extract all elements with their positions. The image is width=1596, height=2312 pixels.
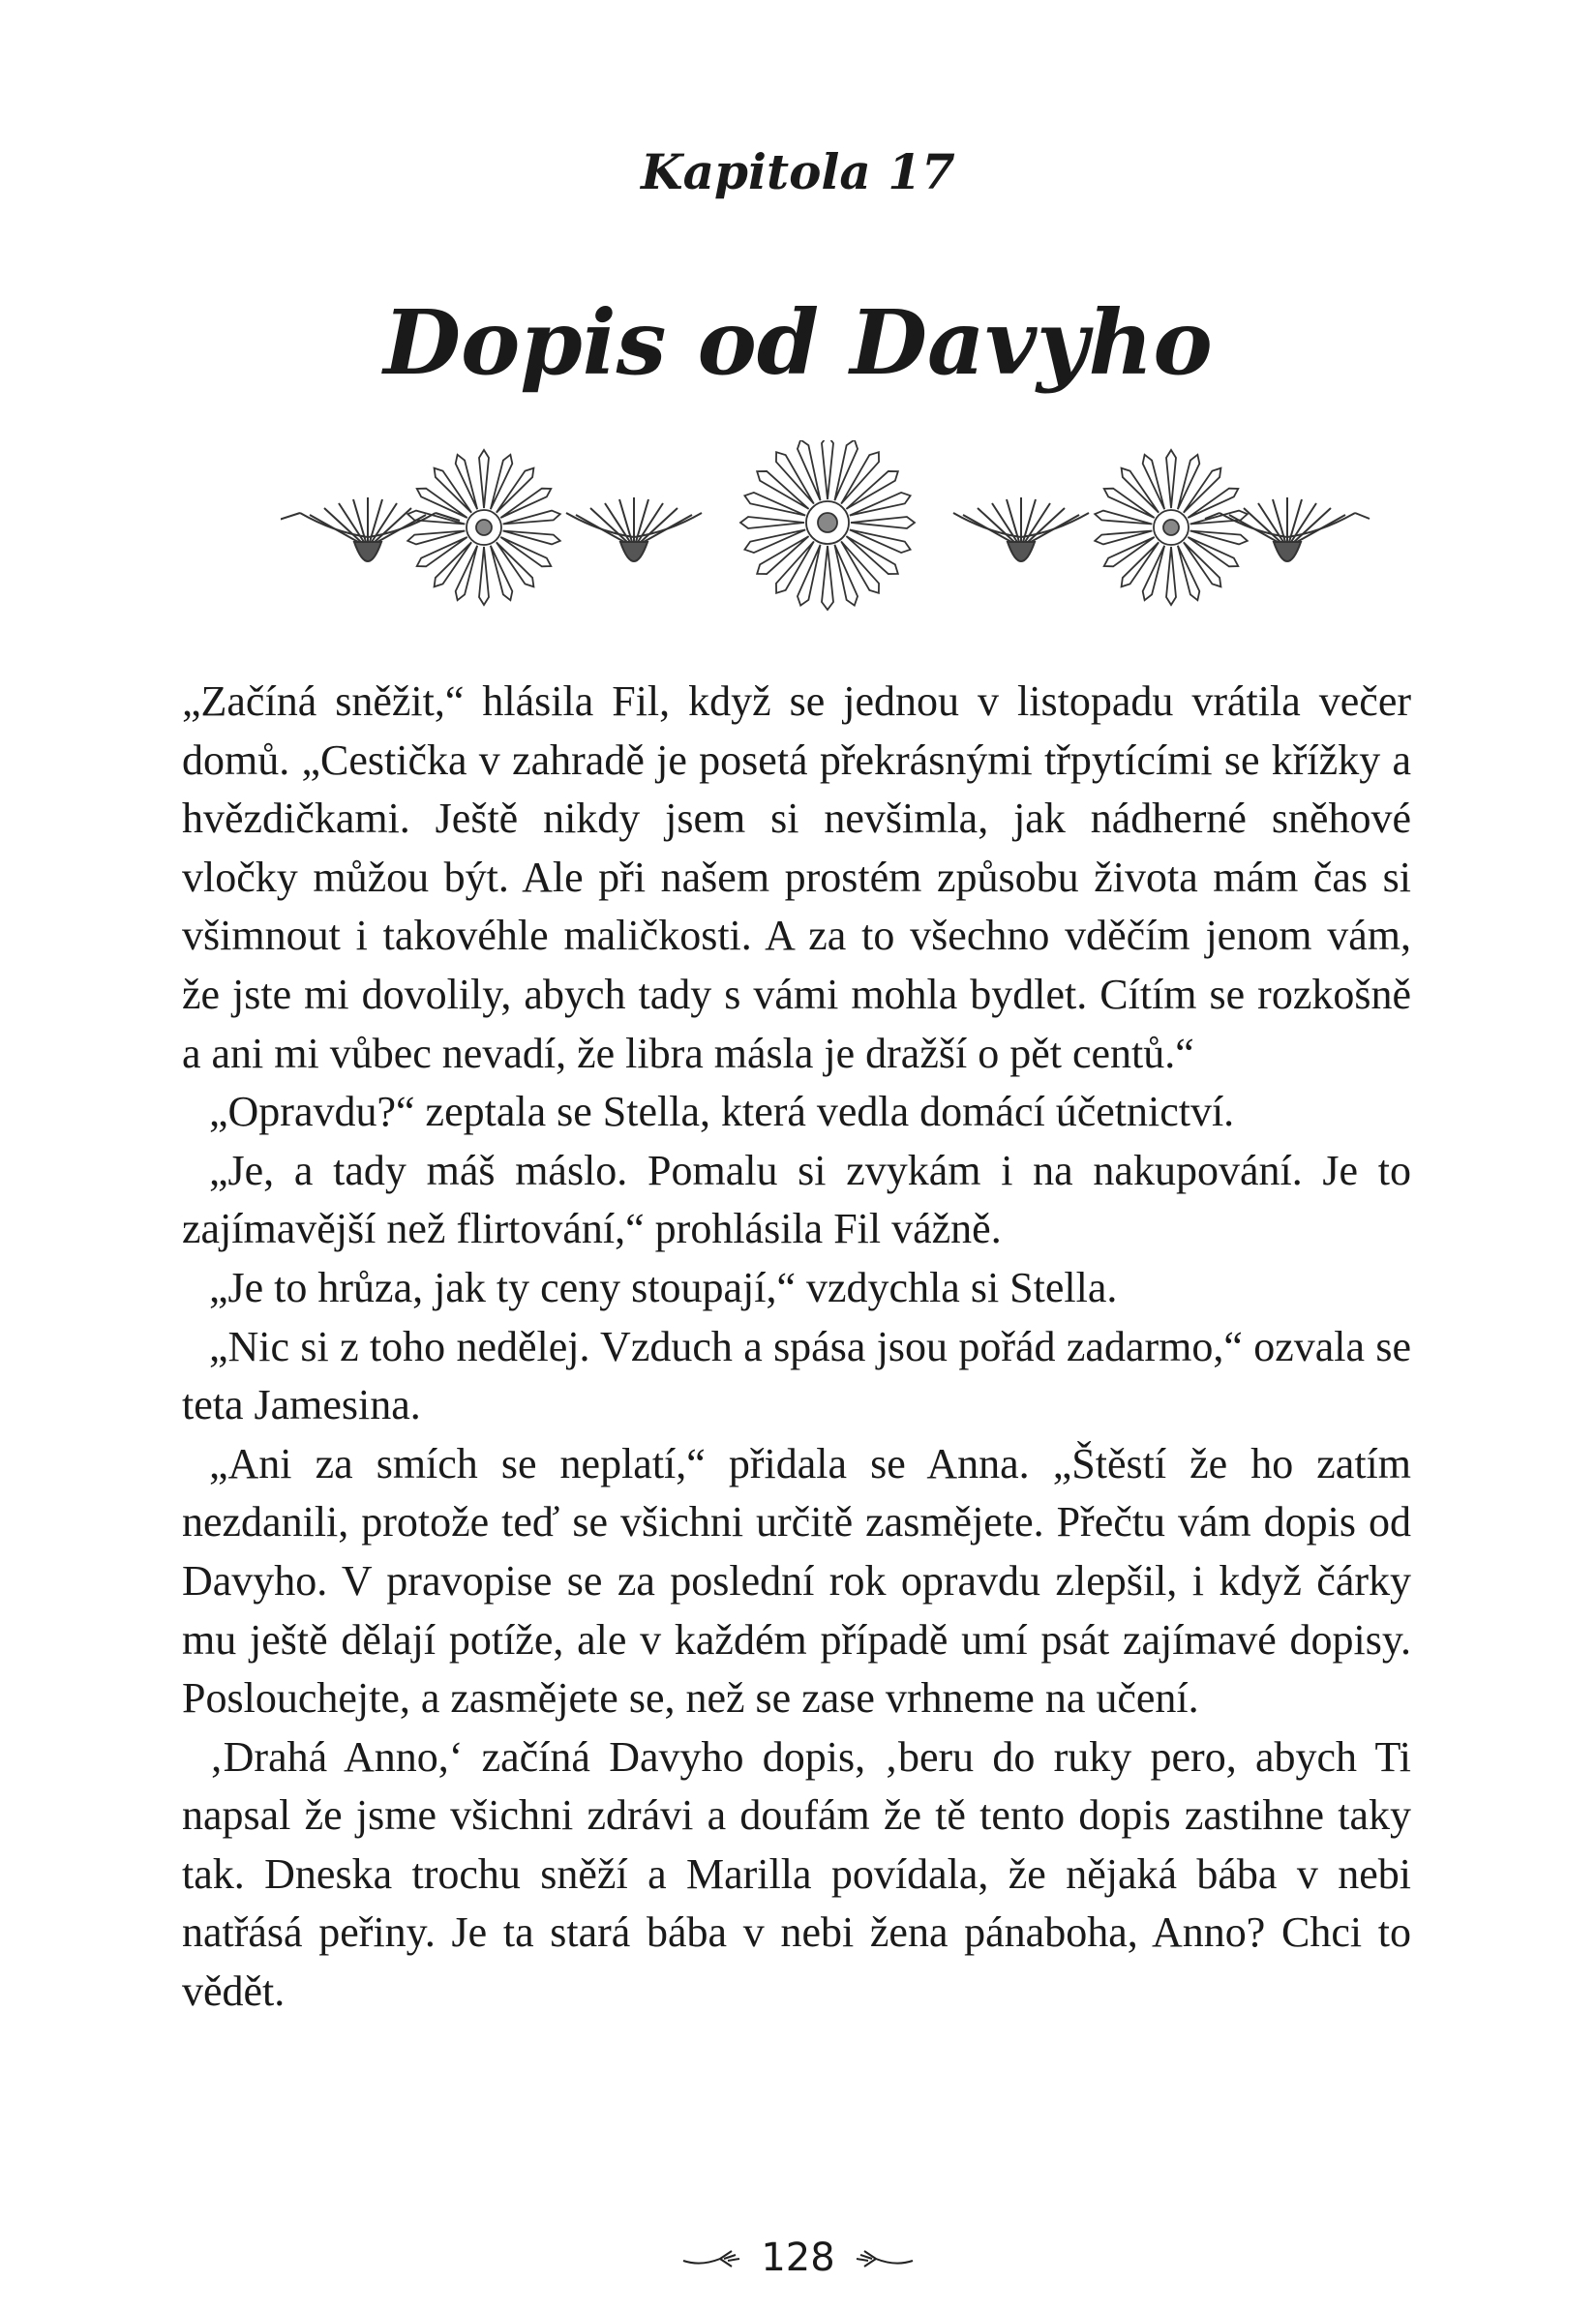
side-flower-2 — [566, 497, 702, 561]
chapter-label: Kapitola 17 — [641, 143, 955, 200]
front-flower-1 — [407, 450, 560, 605]
paragraph-2: „Opravdu?“ zeptala se Stella, která vedla domácí účetnictví. — [209, 1088, 1235, 1136]
paragraph-1: „Začíná sněžit,“ hlásila Fil, když se jednou v listopadu vrátila večer domů. „Cestička v zahradě je posetá překrásnými třpytícími se křížky a hvězdičkami. Ještě nikdy jsem si nevšimla, jak nádherné sněhové vločky můžou být. Ale při našem prostém způsobu života mám čas si všimnout i takovéhle maličkosti. A za to všechno vděčím jenom vám, že jste mi dovolily, abych tady s vámi mohla bydlet. Cítím se rozkošně a ani mi vůbec nevadí, že libra másla je dražší o pět centů.“ — [182, 677, 1411, 1077]
page-number: 128 — [761, 2236, 835, 2280]
paragraph-7: ‚Drahá Anno,‘ začíná Davyho dopis, ‚beru do ruky pero, abych Ti napsal že jsme všichni zdrávi a doufám že tě tento dopis zastihne taky tak. Dneska trochu sněží a Marilla povídala, že nějaká bába v nebi natřásá peřiny. Je ta stará bába v nebi žena pánaboha, Anno? Chci to vědět. — [182, 1732, 1411, 2016]
paragraph-5: „Nic si z toho nedělej. Vzduch a spása jsou pořád zadarmo,“ ozvala se teta Jamesina. — [182, 1322, 1411, 1429]
side-flower-1 — [281, 497, 460, 561]
paragraph-6: „Ani za smích se neplatí,“ přidala se Anna. „Štěstí že ho zatím nezdanili, protože teď se všichni určitě zasmějete. Přečtu vám dopis od Davyho. V pravopise se za poslední rok opravdu zlepšil, i když čárky mu ještě dělají potíže, ale v každém případě umí psát zajímavé dopisy. Poslouchejte, a zasmějete se, než se zase vrhneme na učení. — [182, 1439, 1411, 1723]
side-flower-3 — [953, 497, 1089, 561]
daisy-ornament-icon — [281, 440, 1374, 624]
right-flourish-icon — [847, 2243, 915, 2272]
front-flower-3 — [1094, 450, 1248, 605]
paragraph-3: „Je, a tady máš máslo. Pomalu si zvykám i na nakupování. Je to zajímavější než flirtování,“ prohlásila Fil vážně. — [182, 1146, 1411, 1253]
paragraph-4: „Je to hrůza, jak ty ceny stoupají,“ vzdychla si Stella. — [209, 1263, 1118, 1311]
front-flower-2 — [740, 440, 915, 610]
body-text — [182, 673, 1411, 2022]
page-footer — [0, 2234, 1596, 2280]
left-flourish-icon — [681, 2243, 749, 2272]
chapter-title: Dopis od Davyho — [383, 290, 1213, 395]
side-flower-4 — [1205, 497, 1370, 561]
